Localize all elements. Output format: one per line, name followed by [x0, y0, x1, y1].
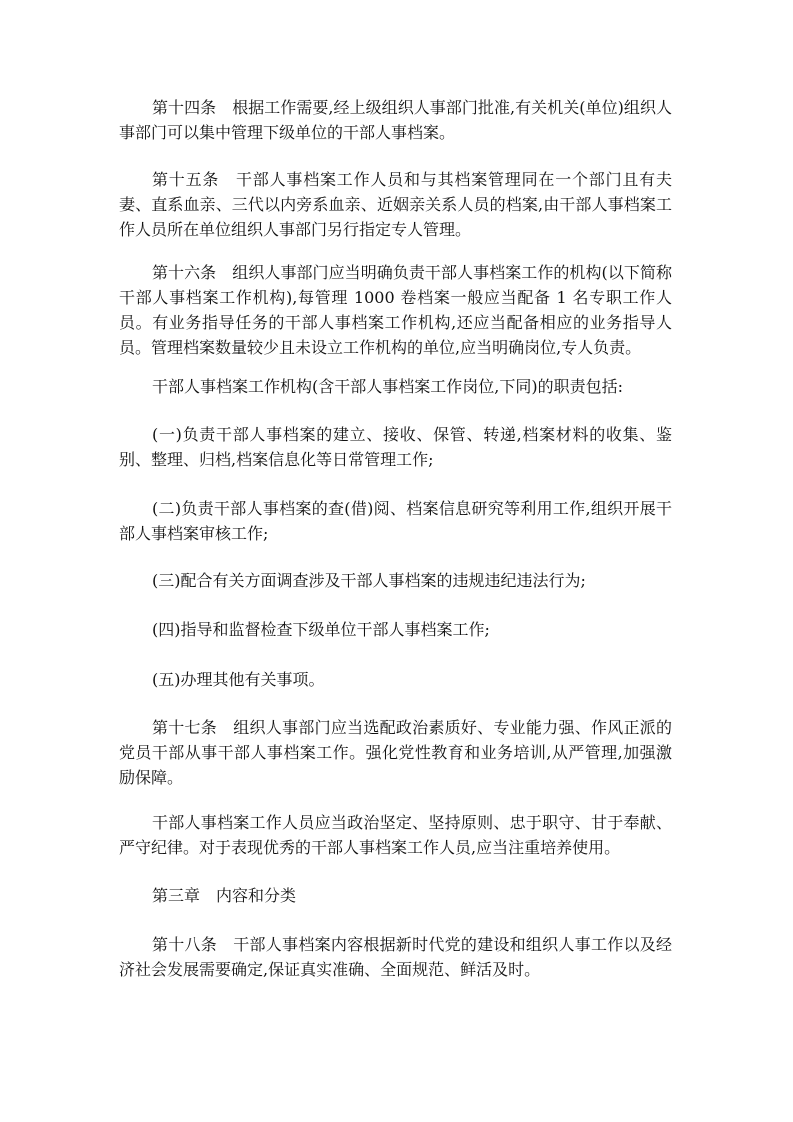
article-17-paragraph: 第十七条 组织人事部门应当选配政治素质好、专业能力强、作风正派的党员干部从事干部人事档案工作。强化党性教育和业务培训,从严管理,加强激励保障。: [119, 718, 672, 787]
duties-intro-paragraph: 干部人事档案工作机构(含干部人事档案工作岗位,下同)的职责包括:: [152, 377, 623, 396]
article-18-paragraph: 第十八条 干部人事档案内容根据新时代党的建设和组织人事工作以及经济社会发展需要确定,保证真实准确、全面规范、鲜活及时。: [119, 935, 672, 979]
chapter-heading: 第三章 内容和分类: [152, 886, 297, 905]
duty-item-2: (二)负责干部人事档案的查(借)阅、档案信息研究等利用工作,组织开展干部人事档案审核工作;: [119, 499, 672, 543]
duty-item-5: (五)办理其他有关事项。: [152, 670, 325, 689]
article-16-paragraph: 第十六条 组织人事部门应当明确负责干部人事档案工作的机构(以下简称干部人事档案工作机构),每管理 1000 卷档案一般应当配备 1 名专职工作人员。有业务指导任务的干部人事档案工作机构,还应当配备相应的业务指导人员。管理档案数量较少且未设立工作机构的单位,应当明确岗位,专人负责。: [119, 263, 672, 357]
duty-item-4: (四)指导和监督检查下级单位干部人事档案工作;: [152, 620, 490, 639]
duty-item-1: (一)负责干部人事档案的建立、接收、保管、转递,档案材料的收集、鉴别、整理、归档,档案信息化等日常管理工作;: [119, 425, 672, 469]
article-15-paragraph: 第十五条 干部人事档案工作人员和与其档案管理同在一个部门且有夫妻、直系血亲、三代以内旁系血亲、近姻亲关系人员的档案,由干部人事档案工作人员所在单位组织人事部门另行指定专人管理。: [119, 170, 672, 239]
article-14-paragraph: 第十四条 根据工作需要,经上级组织人事部门批准,有关机关(单位)组织人事部门可以集中管理下级单位的干部人事档案。: [119, 98, 672, 142]
staff-requirements-paragraph: 干部人事档案工作人员应当政治坚定、坚持原则、忠于职守、甘于奉献、严守纪律。对于表现优秀的干部人事档案工作人员,应当注重培养使用。: [119, 813, 672, 857]
duty-item-3: (三)配合有关方面调查涉及干部人事档案的违规违纪违法行为;: [152, 571, 586, 590]
